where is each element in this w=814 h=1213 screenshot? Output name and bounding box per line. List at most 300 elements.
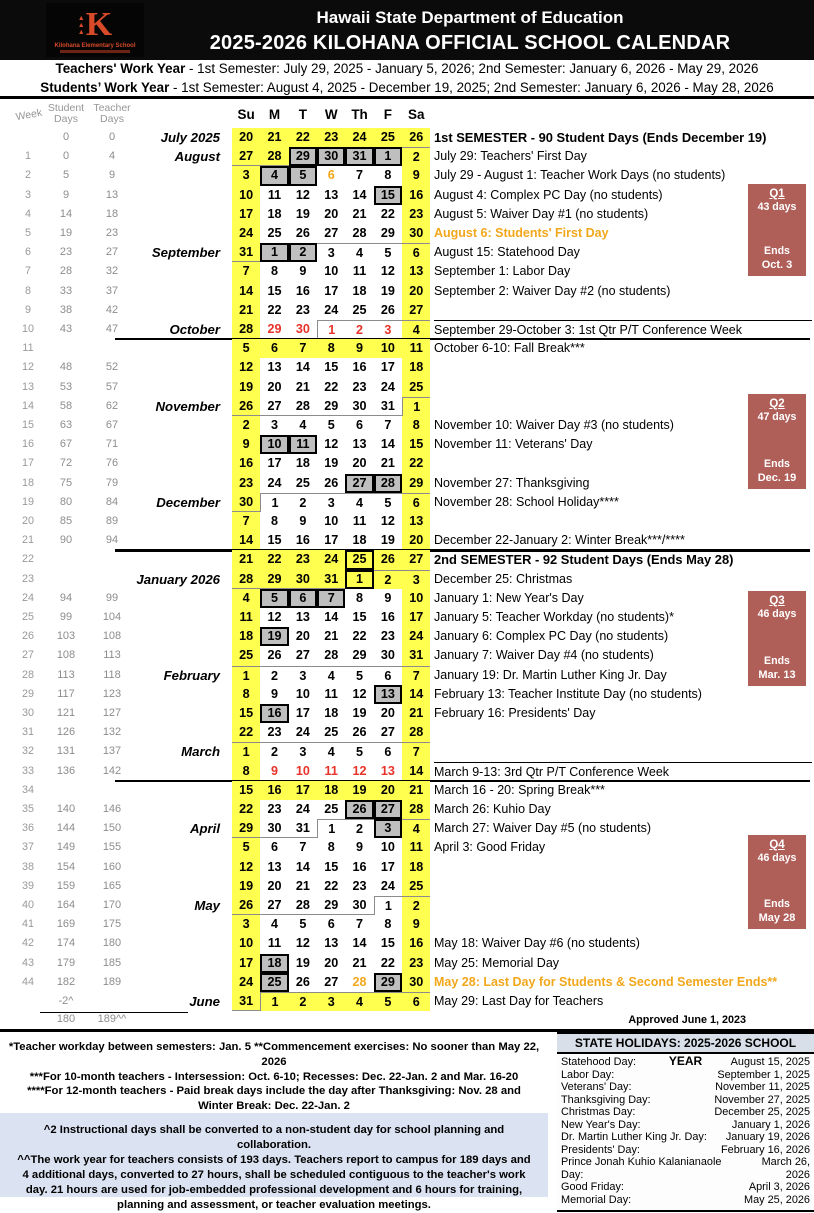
calendar-week-row — [0, 435, 814, 454]
day-cell: 23 — [345, 877, 373, 896]
day-cell: 29 — [317, 896, 345, 915]
calendar-week-row — [0, 186, 814, 205]
day-cell: 22 — [232, 723, 260, 742]
day-cell: 12 — [345, 685, 373, 704]
day-cell: 20 — [260, 877, 288, 896]
day-cell: 8 — [345, 589, 373, 608]
quarter-label: Q4 — [769, 839, 785, 851]
holiday-name: Good Friday: — [561, 1181, 624, 1194]
day-cell: 9 — [260, 685, 288, 704]
calendar-week-row — [0, 531, 814, 550]
week-number: 12 — [21, 361, 34, 374]
day-cell: 18 — [317, 781, 345, 800]
day-cell: 14 — [402, 762, 430, 781]
day-cell: 10 — [402, 589, 430, 608]
event-note: October 6-10: Fall Break*** — [434, 341, 585, 356]
day-cell: 20 — [402, 531, 430, 550]
event-note: February 16: Presidents' Day — [434, 706, 596, 720]
calendar-week-row — [0, 570, 814, 589]
day-cell: 16 — [260, 781, 288, 800]
day-cell: 19 — [345, 704, 373, 723]
day-cell: 12 — [289, 186, 317, 205]
day-cell: 1 — [317, 320, 345, 339]
day-cell: 7 — [402, 666, 430, 685]
teacher-days-count: 189 — [102, 975, 122, 988]
day-cell: 30 — [345, 896, 373, 915]
week-number: 24 — [21, 591, 34, 604]
teacher-days-count: 108 — [102, 630, 122, 643]
day-cell: 17 — [289, 781, 317, 800]
event-note: November 11: Veterans' Day — [434, 437, 593, 452]
student-days-count: 108 — [56, 649, 76, 662]
day-cell: 5 — [232, 838, 260, 857]
day-header-th: Th — [351, 107, 368, 122]
department-title: Hawaii State Department of Education — [316, 8, 624, 27]
event-note: September 29-October 3: 1st Qtr P/T Conference Week — [434, 320, 812, 340]
quarter-days: 43 days — [757, 201, 797, 213]
quarter-days: 47 days — [757, 411, 797, 423]
day-cell: 5 — [345, 666, 373, 685]
day-cell: 23 — [289, 301, 317, 320]
day-cell: 4 — [345, 243, 373, 262]
day-cell: 29 — [374, 224, 402, 243]
day-cell: 14 — [317, 608, 345, 627]
day-cell: 8 — [374, 166, 402, 185]
footnote-line: ***For 10-month teachers - Intersession: Oct. 6-10; Recesses: Dec. 22-Jan. 2 and Mar. 16-20 — [29, 1070, 519, 1083]
week-number: 37 — [21, 841, 34, 854]
event-note: August 6: Students' First Day — [434, 226, 609, 240]
day-cell: 9 — [345, 339, 373, 358]
week-number: 35 — [21, 803, 34, 815]
holiday-name: Statehood Day: — [561, 1056, 637, 1068]
day-cell: 23 — [260, 723, 288, 742]
day-cell: 29 — [402, 474, 430, 493]
day-cell: 6 — [374, 666, 402, 685]
students-work-year — [0, 79, 814, 98]
week-number: 44 — [21, 975, 34, 988]
holiday-row — [561, 1106, 810, 1119]
day-cell: 3 — [317, 493, 345, 512]
day-cell: 26 — [345, 723, 373, 742]
holiday-date: April 3, 2026 — [748, 1181, 810, 1194]
student-days-count: 179 — [56, 956, 76, 969]
student-days-count: 19 — [59, 227, 73, 239]
teacher-days-count: 113 — [103, 649, 121, 662]
teacher-days-count: 4 — [108, 150, 116, 163]
day-cell: 30 — [402, 224, 430, 243]
calendar-week-row — [0, 493, 814, 512]
day-cell: 20 — [374, 781, 402, 800]
student-days-count: 90 — [59, 534, 73, 547]
day-cell: 21 — [402, 704, 430, 723]
logo-letter: K — [85, 6, 113, 43]
day-cell: 10 — [232, 186, 260, 205]
day-cell: 21 — [317, 627, 345, 646]
teacher-days-count: 76 — [105, 457, 119, 470]
day-cell: 1 — [345, 570, 373, 589]
day-cell: 13 — [345, 435, 373, 454]
week-number: 19 — [21, 495, 34, 508]
day-cell: 2 — [289, 493, 317, 512]
week-number: 39 — [21, 879, 34, 892]
day-cell: 5 — [260, 589, 288, 608]
event-note: August 15: Statehood Day — [434, 245, 580, 260]
day-cell: 26 — [232, 896, 260, 915]
footnote-line: Winter Break: Dec. 22-Jan. 2 — [198, 1100, 350, 1113]
day-cell: 12 — [374, 262, 402, 281]
holiday-name: Memorial Day: — [561, 1194, 632, 1207]
week-number: 43 — [21, 956, 34, 969]
student-days-count: 113 — [57, 668, 75, 681]
day-cell: 6 — [317, 915, 345, 934]
day-cell: 5 — [289, 915, 317, 934]
day-cell: 5 — [317, 416, 345, 435]
day-cell: 22 — [345, 627, 373, 646]
quarter-end-date: Oct. 3 — [761, 259, 793, 271]
day-cell: 18 — [232, 627, 260, 646]
day-cell: 11 — [317, 685, 345, 704]
holiday-name: Veterans' Day: — [561, 1081, 632, 1094]
day-cell: 8 — [317, 339, 345, 358]
day-cell: 16 — [260, 704, 288, 723]
day-cell: 19 — [317, 454, 345, 473]
day-cell: 12 — [345, 762, 373, 781]
day-cell: 30 — [402, 973, 430, 992]
day-cell: 3 — [289, 742, 317, 761]
week-number: 15 — [21, 419, 34, 431]
quarter-end-date: Mar. 13 — [758, 669, 796, 681]
holiday-date: December 25, 2025 — [714, 1106, 810, 1119]
calendar-week-row — [0, 378, 814, 397]
day-cell: 4 — [317, 742, 345, 761]
teacher-days-count: 67 — [105, 419, 119, 431]
day-cell: 17 — [317, 282, 345, 301]
day-cell: 21 — [345, 205, 373, 224]
day-cell: 2 — [345, 320, 373, 339]
day-cell: 9 — [289, 512, 317, 531]
day-cell: 17 — [289, 704, 317, 723]
day-cell: 6 — [402, 992, 430, 1011]
day-cell: 11 — [289, 435, 317, 454]
month-label: February — [163, 667, 220, 683]
day-cell: 22 — [374, 954, 402, 973]
day-cell: 1 — [232, 666, 260, 685]
day-cell: 2 — [232, 416, 260, 435]
day-cell: 7 — [289, 339, 317, 358]
day-cell: 26 — [260, 646, 288, 665]
day-cell: 30 — [260, 819, 288, 838]
month-label: May — [194, 898, 220, 913]
teacher-days-count: 42 — [105, 303, 119, 316]
day-cell: 13 — [374, 762, 402, 781]
day-cell: 29 — [374, 973, 402, 992]
week-number: 22 — [21, 553, 34, 566]
day-cell: 28 — [289, 397, 317, 416]
event-note: January 5: Teacher Workday (no students)* — [434, 610, 674, 624]
calendar-week-row — [0, 205, 814, 224]
event-note: 1st SEMESTER - 90 Student Days (Ends December 19) — [434, 130, 767, 145]
calendar-week-row — [0, 742, 814, 761]
day-cell: 4 — [317, 666, 345, 685]
day-cell: 26 — [374, 550, 402, 569]
calendar-week-row — [0, 262, 814, 281]
student-days-count: 53 — [59, 380, 73, 393]
day-cell: 21 — [345, 954, 373, 973]
teacher-days-count: 155 — [102, 841, 122, 854]
day-cell: 9 — [289, 262, 317, 281]
day-cell: 22 — [260, 550, 288, 569]
holiday-name: Dr. Martin Luther King Jr. Day: — [561, 1131, 707, 1144]
day-cell: 4 — [345, 493, 373, 512]
teacher-days-count: 71 — [105, 438, 119, 451]
quarter-ends-label: Ends — [764, 898, 790, 910]
student-days-count: 164 — [56, 899, 76, 911]
work-year-summary — [0, 60, 814, 97]
day-cell: 25 — [402, 877, 430, 896]
day-cell: 24 — [374, 378, 402, 397]
quarter-end-date: Dec. 19 — [757, 472, 797, 484]
day-cell: 4 — [232, 589, 260, 608]
day-cell: 2 — [289, 992, 317, 1011]
week-number: 25 — [21, 611, 34, 623]
holiday-row — [561, 1081, 810, 1094]
day-cell: 20 — [402, 282, 430, 301]
day-cell: 10 — [374, 339, 402, 358]
day-cell: 7 — [289, 838, 317, 857]
calendar-week-row — [0, 589, 814, 608]
week-number: 18 — [21, 476, 34, 489]
holiday-row — [561, 1181, 810, 1194]
day-cell: 15 — [317, 858, 345, 877]
holiday-date: May 25, 2026 — [744, 1194, 810, 1207]
day-cell: 25 — [289, 474, 317, 493]
student-days-count: 174 — [56, 937, 76, 950]
calendar-week-row — [0, 301, 814, 320]
event-note: 2nd SEMESTER - 92 Student Days (Ends May 28) — [434, 552, 734, 568]
student-days-count: 5 — [62, 169, 70, 182]
day-cell: 15 — [402, 435, 430, 454]
calendar-week-row — [0, 992, 814, 1011]
day-cell: 5 — [345, 742, 373, 761]
day-cell: 26 — [345, 800, 373, 819]
teachers-work-year-label: Teachers' Work Year — [55, 61, 186, 76]
day-cell: 3 — [260, 416, 288, 435]
day-cell: 1 — [260, 493, 288, 512]
calendar-week-row — [0, 819, 814, 838]
event-note: May 25: Memorial Day — [434, 955, 560, 970]
day-cell: 24 — [317, 301, 345, 320]
day-cell: 12 — [289, 934, 317, 953]
calendar-week-row — [0, 954, 814, 973]
day-cell: 11 — [345, 512, 373, 531]
student-days-count: 121 — [56, 707, 76, 719]
week-number: 29 — [21, 687, 34, 700]
holiday-date: January 19, 2026 — [725, 1131, 810, 1144]
student-days-count: 75 — [59, 476, 73, 489]
day-cell: 7 — [374, 416, 402, 435]
students-work-year-label: Students’ Work Year — [40, 79, 170, 95]
month-label: December — [156, 494, 220, 510]
day-cell: 2 — [402, 896, 430, 915]
day-cell: 28 — [345, 973, 373, 992]
day-cell: 3 — [232, 166, 260, 185]
day-cell: 5 — [289, 166, 317, 185]
event-note: March 26: Kuhio Day — [434, 802, 551, 816]
calendar-week-row — [0, 608, 814, 627]
day-cell: 20 — [232, 128, 260, 147]
day-cell: 8 — [232, 685, 260, 704]
day-cell: 9 — [345, 838, 373, 857]
day-cell: 5 — [374, 243, 402, 262]
day-cell: 23 — [289, 550, 317, 569]
day-cell: 19 — [289, 205, 317, 224]
week-number: 6 — [24, 246, 31, 259]
calendar-week-row — [0, 877, 814, 896]
student-days-count: 14 — [59, 207, 73, 220]
day-header-t: T — [298, 107, 307, 122]
day-cell: 21 — [232, 550, 260, 569]
day-cell: 31 — [345, 147, 373, 166]
day-cell: 4 — [260, 166, 288, 185]
day-cell: 28 — [289, 896, 317, 915]
event-note: May 18: Waiver Day #6 (no students) — [434, 936, 640, 951]
teacher-days-total: 189^^ — [97, 1013, 127, 1025]
teacher-days-count: 160 — [102, 860, 122, 873]
calendar-week-row — [0, 454, 814, 473]
calendar-title: 2025-2026 KILOHANA OFFICIAL SCHOOL CALENDAR — [209, 32, 731, 54]
event-note: November 28: School Holiday**** — [434, 494, 619, 509]
day-cell: 30 — [345, 397, 373, 416]
day-cell: 30 — [232, 493, 260, 512]
day-cell: 14 — [402, 685, 430, 704]
teacher-days-column-header: Teacher Days — [93, 102, 131, 125]
quarter-1-box — [748, 184, 806, 276]
event-note: September 2: Waiver Day #2 (no students) — [434, 283, 671, 298]
day-cell: 19 — [374, 282, 402, 301]
week-number: 2 — [24, 169, 31, 182]
day-cell: 6 — [402, 493, 430, 512]
day-cell: 18 — [345, 282, 373, 301]
student-days-count: 136 — [56, 764, 76, 777]
day-cell: 25 — [260, 224, 288, 243]
event-note: March 27: Waiver Day #5 (no students) — [434, 821, 651, 836]
teachers-work-year-dates: - 1st Semester: July 29, 2025 - January 5, 2026; 2nd Semester: January 6, 2026 - May 29, 2026 — [185, 61, 759, 76]
day-cell: 6 — [260, 838, 288, 857]
day-cell: 27 — [374, 723, 402, 742]
week-number: 40 — [21, 899, 34, 911]
day-cell: 26 — [402, 128, 430, 147]
day-cell: 30 — [289, 570, 317, 589]
teacher-days-count: 27 — [105, 246, 119, 259]
day-cell: 1 — [260, 243, 288, 262]
week-number: 11 — [22, 342, 34, 355]
teacher-days-count: 0 — [108, 131, 116, 143]
day-cell: 25 — [374, 128, 402, 147]
holiday-date: November 27, 2025 — [714, 1093, 810, 1106]
day-cell: 7 — [402, 742, 430, 761]
holiday-date: August 15, 2025 — [730, 1056, 810, 1068]
event-note: January 1: New Year's Day — [434, 590, 584, 605]
day-cell: 23 — [345, 378, 373, 397]
day-cell: 15 — [260, 531, 288, 550]
calendar-week-row — [0, 339, 814, 358]
day-cell: 25 — [317, 723, 345, 742]
day-cell: 15 — [317, 358, 345, 377]
day-cell: 1 — [374, 147, 402, 166]
teacher-days-count: 62 — [105, 399, 119, 412]
day-cell: 4 — [402, 320, 430, 339]
calendar-week-row — [0, 474, 814, 493]
day-cell: 20 — [345, 454, 373, 473]
quarter-label: Q2 — [769, 398, 785, 410]
day-cell: 18 — [402, 858, 430, 877]
calendar-week-row — [0, 627, 814, 646]
week-number: 13 — [21, 380, 34, 393]
calendar-week-row — [0, 512, 814, 531]
month-label: June — [189, 994, 220, 1009]
day-cell: 27 — [317, 973, 345, 992]
day-cell: 24 — [232, 973, 260, 992]
teacher-days-count: 37 — [105, 284, 119, 297]
student-days-count: 38 — [59, 303, 73, 316]
week-number: 30 — [21, 707, 34, 719]
holiday-date: September 1, 2025 — [717, 1068, 810, 1081]
school-logo — [46, 3, 144, 57]
student-days-count: 131 — [56, 745, 76, 758]
holiday-name: Thanksgiving Day: — [561, 1093, 651, 1106]
holiday-row — [561, 1131, 810, 1144]
day-cell: 16 — [345, 358, 373, 377]
day-cell: 21 — [260, 128, 288, 147]
teacher-days-count: 142 — [102, 764, 122, 777]
day-cell: 22 — [402, 454, 430, 473]
teacher-days-count: 18 — [105, 207, 119, 220]
calendar-week-row — [0, 781, 814, 800]
day-cell: 27 — [402, 301, 430, 320]
day-cell: 8 — [317, 838, 345, 857]
student-days-count: 149 — [56, 841, 76, 854]
day-cell: 13 — [317, 934, 345, 953]
student-days-count: 43 — [59, 323, 73, 335]
day-cell: 24 — [402, 627, 430, 646]
calendar-week-row — [0, 666, 814, 685]
day-cell: 26 — [289, 973, 317, 992]
day-cell: 29 — [260, 570, 288, 589]
day-cell: 28 — [317, 646, 345, 665]
day-cell: 11 — [402, 339, 430, 358]
teacher-days-count: 32 — [105, 265, 119, 278]
student-days-count: 99 — [59, 611, 73, 623]
day-cell: 27 — [260, 896, 288, 915]
day-cell: 3 — [374, 320, 402, 339]
student-days-count: 67 — [59, 438, 73, 451]
day-cell: 11 — [402, 838, 430, 857]
week-number: 9 — [24, 303, 31, 316]
student-days-count: 85 — [59, 515, 73, 527]
teacher-days-count: 185 — [102, 956, 122, 969]
month-label: July 2025 — [160, 130, 220, 145]
header-titles — [150, 0, 790, 60]
day-cell: 18 — [402, 358, 430, 377]
student-days-count: 72 — [59, 457, 73, 470]
teacher-days-count: 146 — [102, 803, 122, 815]
day-cell: 28 — [402, 800, 430, 819]
logo-triangles-icon: ▲ ▲ ▲ — [77, 14, 85, 36]
event-note: January 19: Dr. Martin Luther King Jr. Day — [434, 667, 667, 682]
quarter-ends-label: Ends — [764, 655, 790, 667]
day-cell: 15 — [260, 282, 288, 301]
holiday-name: Christmas Day: — [561, 1106, 636, 1119]
